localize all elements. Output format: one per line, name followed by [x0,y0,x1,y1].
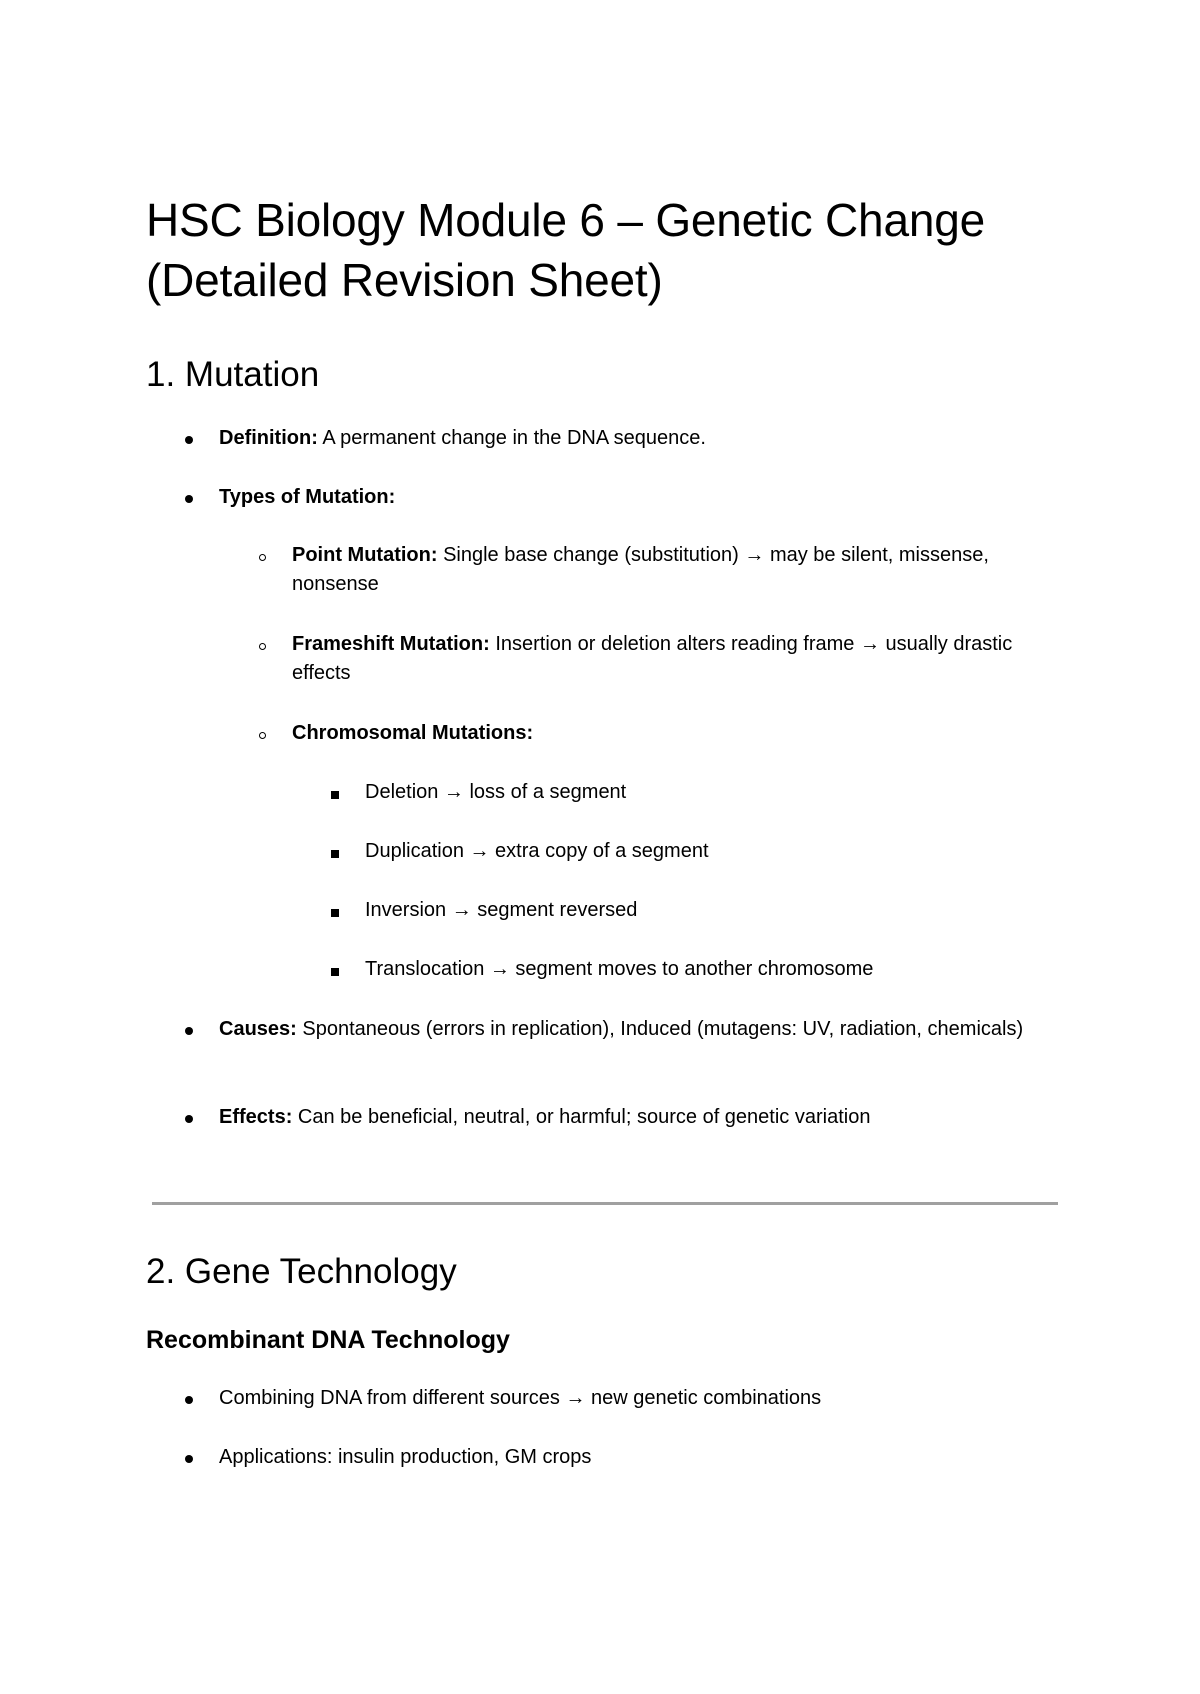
list-item-causes [219,1015,1039,1044]
bullet-disc-icon [185,495,193,503]
subheading-recombinant-dna: Recombinant DNA Technology [146,1326,510,1354]
bullet-circle-icon [259,732,266,739]
bullet-disc-icon [185,1396,193,1404]
list-item-point-mutation [292,541,1032,599]
effects-text: Can be beneficial, neutral, or harmful; source of genetic variation [292,1106,871,1128]
bullet-square-icon [331,791,339,799]
document-title: HSC Biology Module 6 – Genetic Change (Detailed Revision Sheet) [146,194,985,306]
bullet-disc-icon [185,1455,193,1463]
horizontal-divider [152,1202,1058,1205]
bullet-disc-icon [185,436,193,444]
list-item-inversion: Inversion → segment reversed [365,899,638,921]
list-item-duplication: Duplication → extra copy of a segment [365,840,709,862]
definition-label: Definition: [219,427,318,449]
bullet-disc-icon [185,1115,193,1123]
list-item-chromosomal-mutations [292,719,1032,748]
bullet-disc-icon [185,1027,193,1035]
list-item-effects [219,1103,1039,1132]
section-heading-gene-technology: 2. Gene Technology [146,1252,457,1291]
list-item-combining-dna: Combining DNA from different sources → new genetic combinations [219,1387,822,1409]
bullet-square-icon [331,850,339,858]
effects-label: Effects: [219,1106,293,1128]
list-item-definition [219,424,1039,453]
list-item-applications: Applications: insulin production, GM crops [219,1446,592,1468]
point-mutation-label: Point Mutation: [292,544,438,566]
list-item-types [219,483,1039,512]
frameshift-text: Insertion or deletion alters reading frame → usually drastic effects [292,633,1013,684]
frameshift-label: Frameshift Mutation: [292,633,490,655]
bullet-square-icon [331,909,339,917]
definition-text: A permanent change in the DNA sequence. [317,427,706,449]
section-heading-mutation: 1. Mutation [146,355,320,394]
bullet-circle-icon [259,554,266,561]
point-mutation-text: Single base change (substitution) → may be silent, missense, nonsense [292,544,989,595]
list-item-frameshift-mutation [292,630,1032,688]
types-label: Types of Mutation: [219,486,396,508]
bullet-circle-icon [259,643,266,650]
bullet-square-icon [331,968,339,976]
chromosomal-label: Chromosomal Mutations: [292,722,534,744]
causes-text: Spontaneous (errors in replication), Induced (mutagens: UV, radiation, chemicals) [296,1018,1024,1040]
causes-label: Causes: [219,1018,297,1040]
list-item-translocation: Translocation → segment moves to another chromosome [365,958,874,980]
list-item-deletion: Deletion → loss of a segment [365,781,627,803]
